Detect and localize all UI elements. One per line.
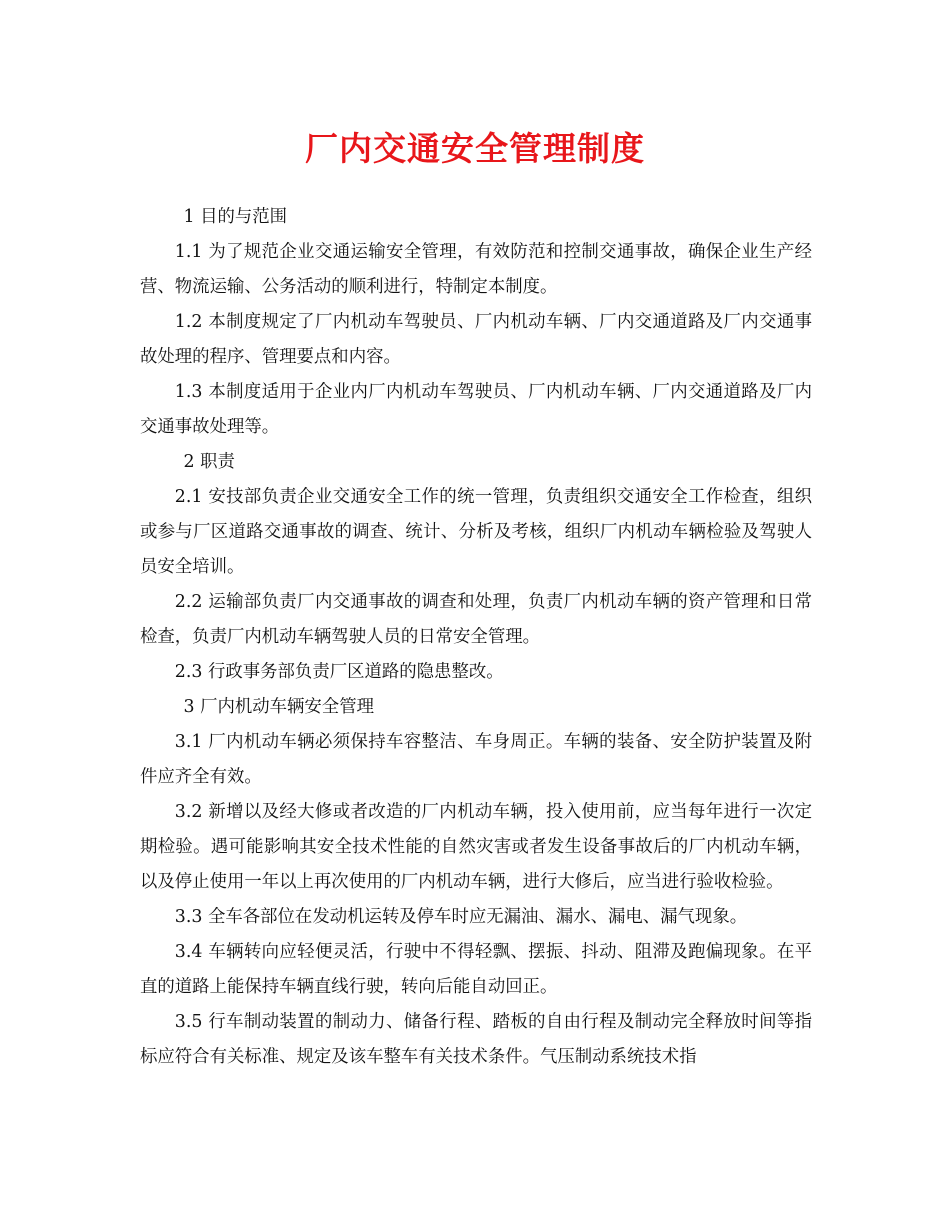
- document-title: 厂内交通安全管理制度: [305, 129, 645, 168]
- section-heading: 1 目的与范围: [183, 207, 288, 227]
- document-body: [140, 200, 812, 1075]
- paragraph: 1.1 为了规范企业交通运输安全管理，有效防范和控制交通事故，确保企业生产经营、物流运输、公务活动的顺利进行，特制定本制度。: [140, 242, 812, 297]
- paragraph: 3.5 行车制动装置的制动力、储备行程、踏板的自由行程及制动完全释放时间等指标应符合有关标准、规定及该车整车有关技术条件。气压制动系统技术指: [140, 1012, 812, 1067]
- paragraph: 2.1 安技部负责企业交通安全工作的统一管理，负责组织交通安全工作检查，组织或参与厂区道路交通事故的调查、统计、分析及考核，组织厂内机动车辆检验及驾驶人员安全培训。: [140, 487, 812, 577]
- section-heading: 3 厂内机动车辆安全管理: [183, 697, 374, 717]
- paragraph: 1.3 本制度适用于企业内厂内机动车驾驶员、厂内机动车辆、厂内交通道路及厂内交通事故处理等。: [140, 382, 812, 437]
- paragraph: 1.2 本制度规定了厂内机动车驾驶员、厂内机动车辆、厂内交通道路及厂内交通事故处理的程序、管理要点和内容。: [140, 312, 812, 367]
- paragraph: 3.4 车辆转向应轻便灵活，行驶中不得轻飘、摆振、抖动、阻滞及跑偏现象。在平直的道路上能保持车辆直线行驶，转向后能自动回正。: [140, 942, 812, 997]
- paragraph: 3.1 厂内机动车辆必须保持车容整洁、车身周正。车辆的装备、安全防护装置及附件应齐全有效。: [140, 732, 812, 787]
- paragraph: 3.3 全车各部位在发动机运转及停车时应无漏油、漏水、漏电、漏气现象。: [174, 907, 748, 927]
- paragraph: 3.2 新增以及经大修或者改造的厂内机动车辆，投入使用前，应当每年进行一次定期检验。遇可能影响其安全技术性能的自然灾害或者发生设备事故后的厂内机动车辆，以及停止使用一年以上再次使用的厂内机动车辆，进行大修后，应当进行验收检验。: [140, 802, 812, 892]
- section-heading: 2 职责: [183, 452, 235, 472]
- paragraph: 2.3 行政事务部负责厂区道路的隐患整改。: [174, 662, 504, 682]
- paragraph: 2.2 运输部负责厂内交通事故的调查和处理，负责厂内机动车辆的资产管理和日常检查，负责厂内机动车辆驾驶人员的日常安全管理。: [140, 592, 812, 647]
